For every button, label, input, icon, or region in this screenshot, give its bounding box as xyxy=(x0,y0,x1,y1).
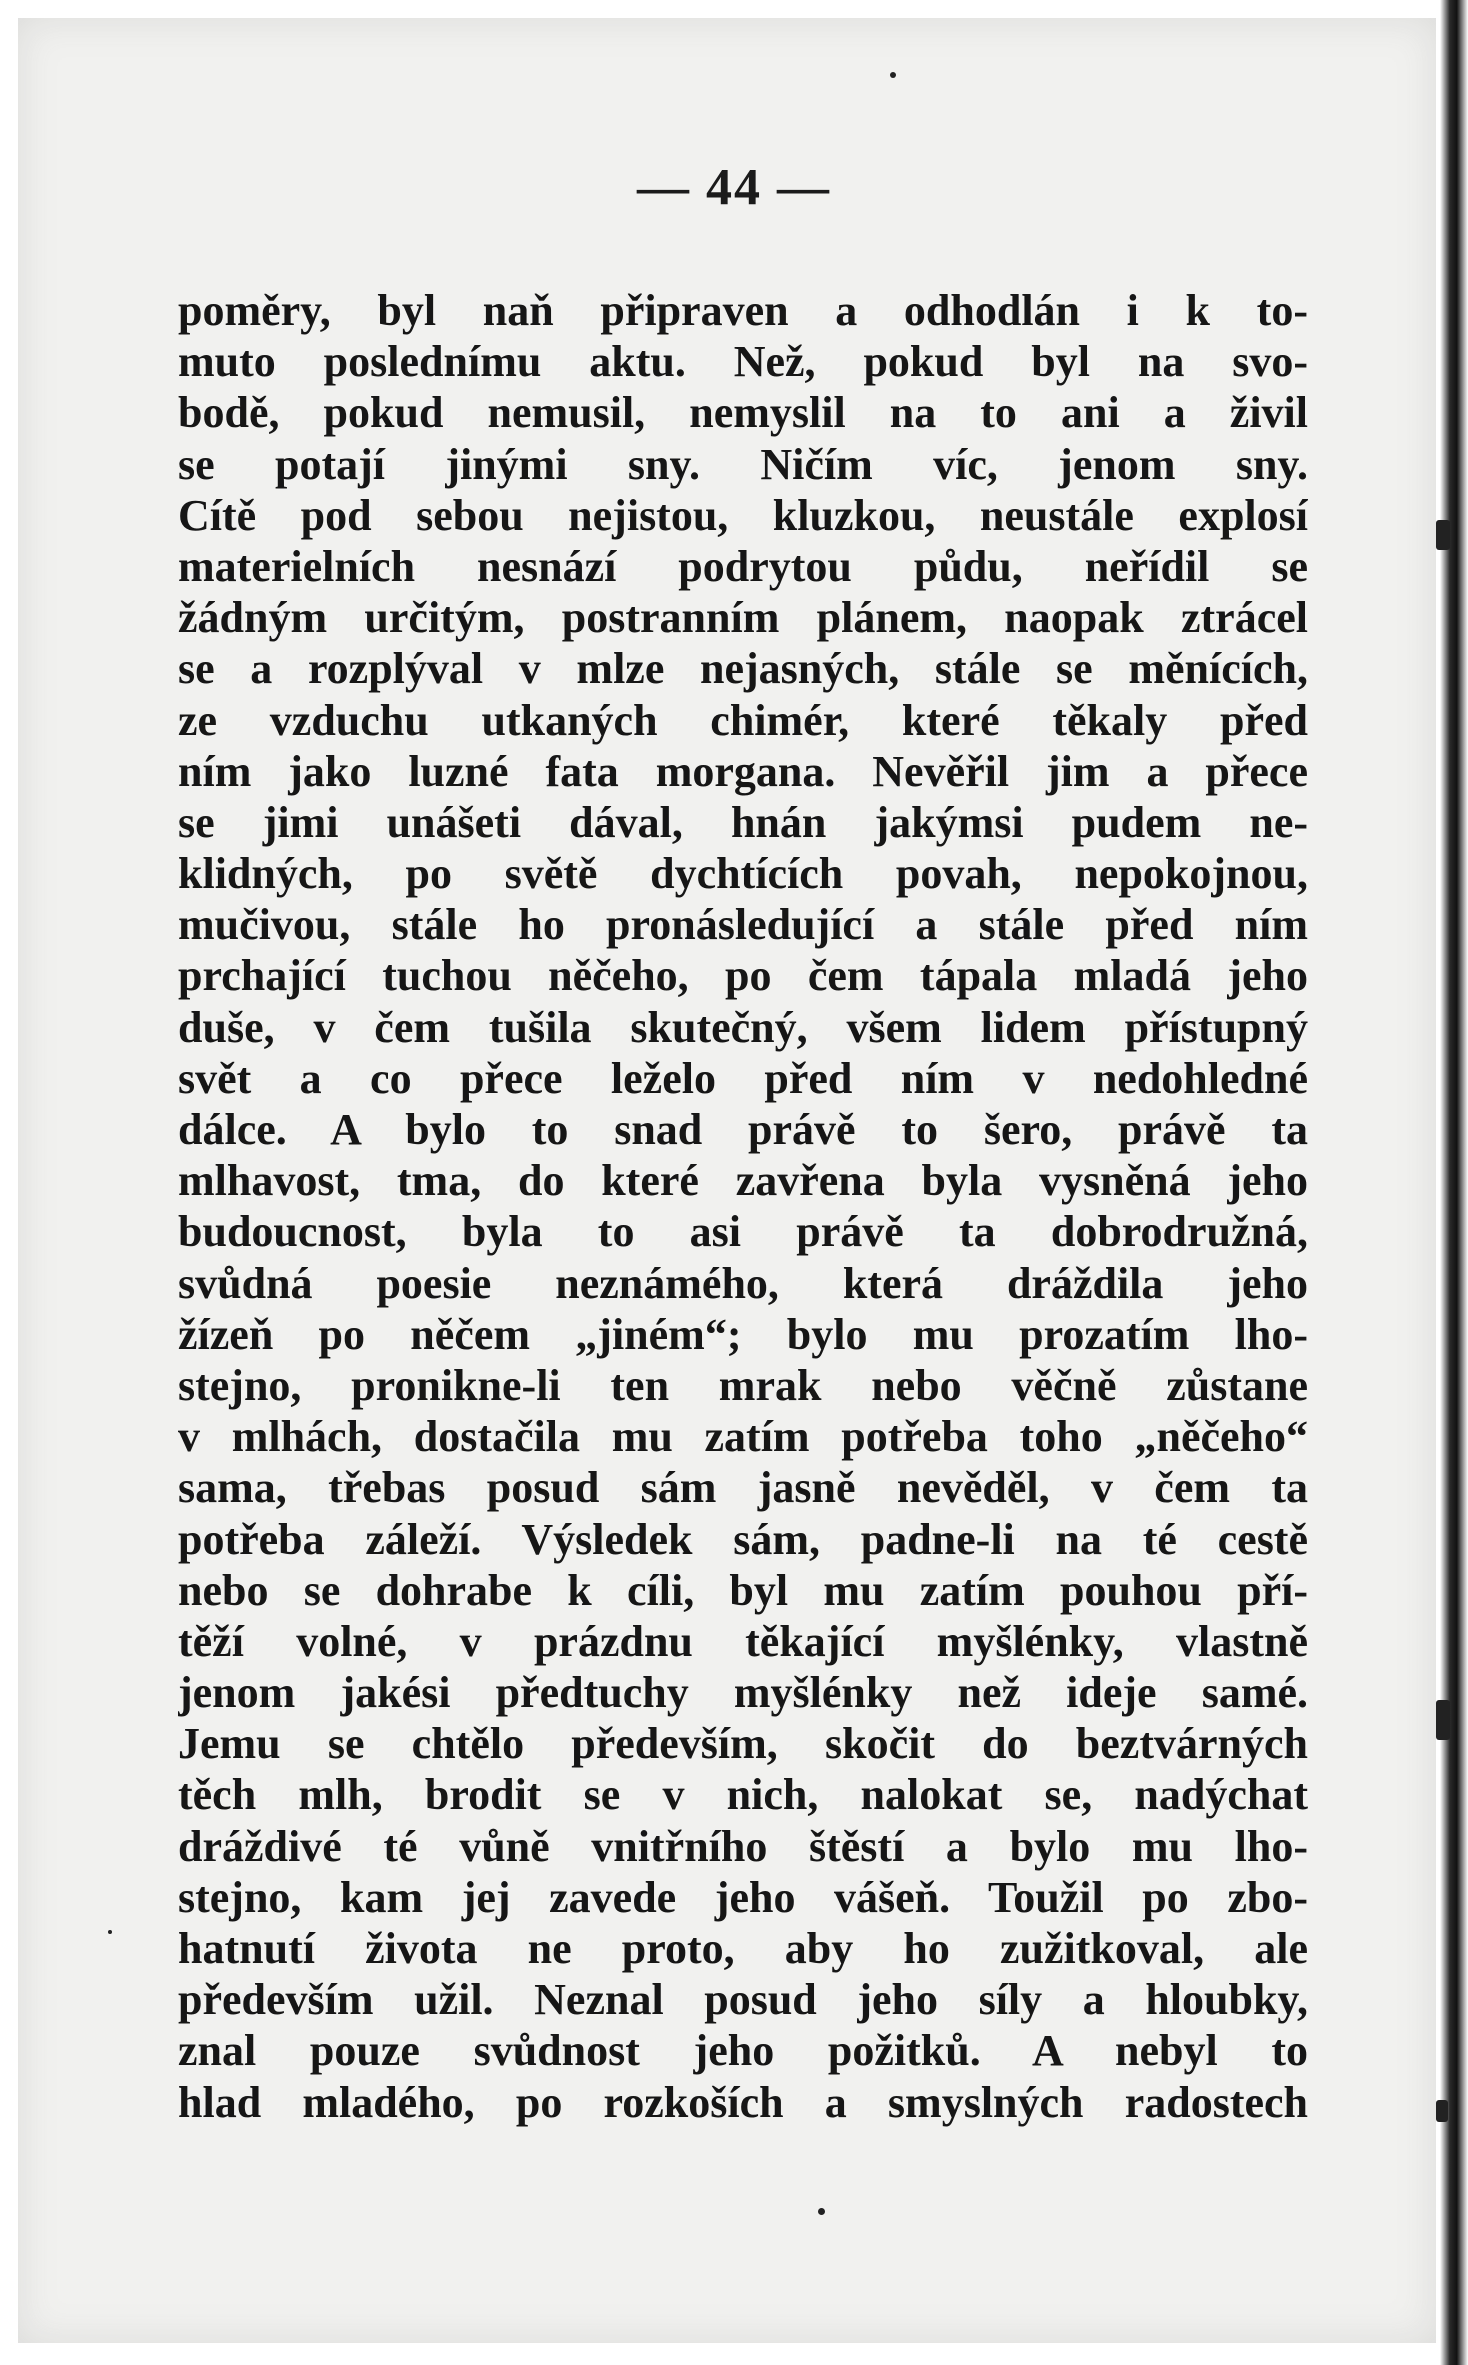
text-line: těží volné, v prázdnu těkající myšlénky, vlastně xyxy=(178,1616,1308,1666)
text-line: především užil. Neznal posud jeho síly a hloubky, xyxy=(178,1975,1308,2025)
text-line: budoucnost, byla to asi právě ta dobrodružná, xyxy=(178,1207,1308,1257)
ink-speck xyxy=(108,1930,112,1934)
text-line: stejno, kam jej zavede jeho vášeň. Toužil po zbo- xyxy=(178,1872,1308,1922)
text-line: mučivou, stále ho pronásledující a stále před ním xyxy=(178,900,1308,950)
text-line: se potají jinými sny. Ničím víc, jenom sny. xyxy=(178,439,1308,489)
text-line: znal pouze svůdnost jeho požitků. A nebyl to xyxy=(178,2026,1308,2076)
text-line: hlad mladého, po rozkoších a smyslných radostech xyxy=(178,2077,1308,2127)
ink-speck xyxy=(1436,1700,1450,1740)
text-line: prchající tuchou něčeho, po čem tápala mladá jeho xyxy=(178,951,1308,1001)
text-line: sama, třebas posud sám jasně nevěděl, v čem ta xyxy=(178,1463,1308,1513)
page-number: — 44 — xyxy=(637,159,831,216)
ink-speck xyxy=(818,2208,825,2215)
text-line: Jemu se chtělo především, skočit do beztvárných xyxy=(178,1719,1308,1769)
text-line: dálce. A bylo to snad právě to šero, právě ta xyxy=(178,1105,1308,1154)
text-line: se jimi unášeti dával, hnán jakýmsi pudem ne- xyxy=(178,797,1308,847)
text-line: nebo se dohrabe k cíli, byl mu zatím pouhou pří- xyxy=(178,1565,1308,1615)
text-line: ním jako luzné fata morgana. Nevěřil jim a přece xyxy=(178,746,1308,796)
text-line: klidných, po světě dychtících povah, nepokojnou, xyxy=(178,849,1308,899)
text-line: žízeň po něčem „jiném“; bylo mu prozatím lho- xyxy=(178,1309,1308,1359)
text-line: žádným určitým, postranním plánem, naopak ztrácel xyxy=(178,593,1308,643)
text-line: muto poslednímu aktu. Než, pokud byl na svo- xyxy=(178,337,1308,387)
text-line: v mlhách, dostačila mu zatím potřeba toho „něčeho“ xyxy=(178,1412,1308,1462)
text-line: těch mlh, brodit se v nich, nalokat se, nadýchat xyxy=(178,1770,1308,1820)
text-line: hatnutí života ne proto, aby ho zužitkoval, ale xyxy=(178,1924,1308,1973)
text-line: jenom jakési předtuchy myšlénky než ideje samé. xyxy=(178,1668,1308,1718)
text-line: duše, v čem tušila skutečný, všem lidem přístupný xyxy=(178,1002,1308,1052)
text-line: ze vzduchu utkaných chimér, které těkaly před xyxy=(178,695,1308,745)
text-line: potřeba záleží. Výsledek sám, padne-li na té cestě xyxy=(178,1514,1308,1564)
body-text xyxy=(178,285,1308,2128)
page-edge-shadow xyxy=(1440,0,1468,2365)
text-line: mlhavost, tma, do které zavřena byla vysněná jeho xyxy=(178,1156,1308,1206)
text-line: Cítě pod sebou nejistou, kluzkou, neustále explosí xyxy=(178,490,1308,540)
ink-speck xyxy=(890,72,896,78)
text-line: svět a co přece leželo před ním v nedohledné xyxy=(178,1053,1308,1103)
text-line: poměry, byl naň připraven a odhodlán i k to- xyxy=(178,286,1308,335)
text-line: dráždivé té vůně vnitřního štěstí a bylo mu lho- xyxy=(178,1821,1308,1871)
text-line: svůdná poesie neznámého, která dráždila jeho xyxy=(178,1258,1308,1308)
text-line: stejno, pronikne-li ten mrak nebo věčně zůstane xyxy=(178,1360,1308,1410)
text-line: bodě, pokud nemusil, nemyslil na to ani a živil xyxy=(178,388,1308,438)
ink-speck xyxy=(1436,2100,1448,2122)
text-line: materielních nesnází podrytou půdu, neřídil se xyxy=(178,541,1308,591)
ink-speck xyxy=(1436,520,1450,550)
text-line: se a rozplýval v mlze nejasných, stále se měnících, xyxy=(178,644,1308,694)
